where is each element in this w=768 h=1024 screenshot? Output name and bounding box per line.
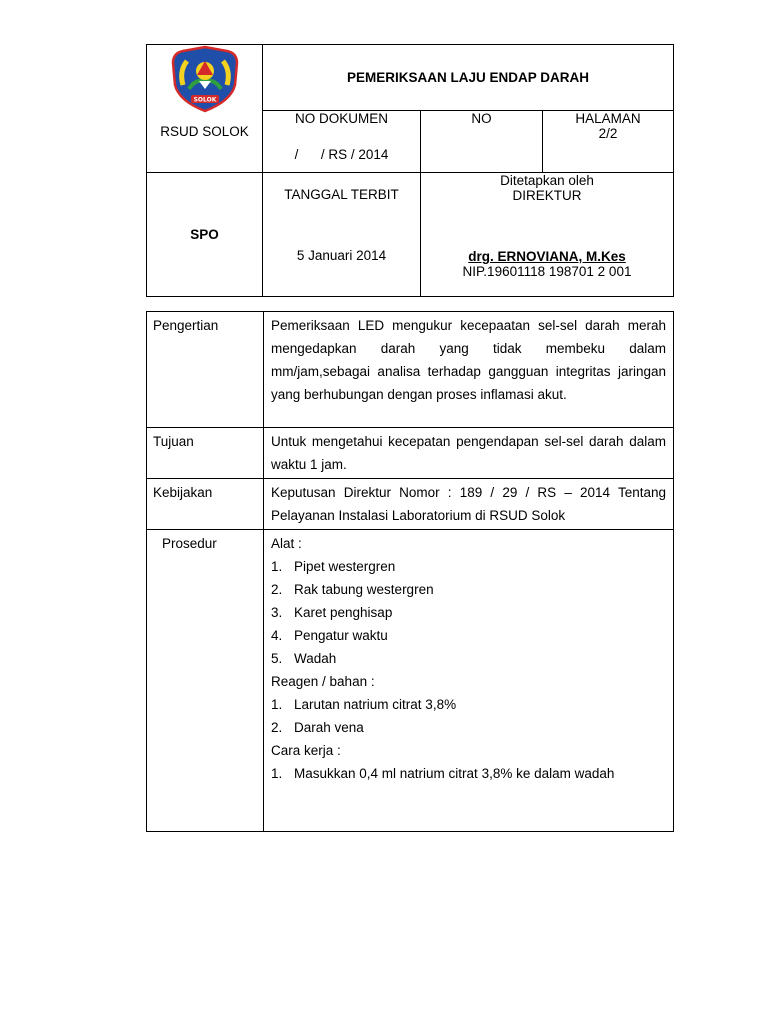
list-item: 2. Darah vena <box>271 720 364 735</box>
pengertian-label: Pengertian <box>147 312 264 428</box>
tujuan-label: Tujuan <box>147 428 264 479</box>
table-row <box>147 428 674 479</box>
alat-heading: Alat : <box>271 536 302 551</box>
list-item: 1. Pipet westergren <box>271 559 396 574</box>
table-row <box>147 479 674 530</box>
kebijakan-label: Kebijakan <box>147 479 264 530</box>
list-item: 4. Pengatur waktu <box>271 628 388 643</box>
halaman-cell <box>543 111 674 173</box>
spo-label: SPO <box>190 227 219 242</box>
tanggal-value: 5 Januari 2014 <box>296 248 387 263</box>
document-title: PEMERIKSAAN LAJU ENDAP DARAH <box>263 45 674 111</box>
list-item: 1. Masukkan 0,4 ml natrium citrat 3,8% ke dalam wadah <box>271 766 615 781</box>
document-header <box>146 44 674 297</box>
kebijakan-text: Keputusan Direktur Nomor : 189 / 29 / RS – 2014 Tentang Pelayanan Instalasi Laboratorium di RSUD Solok <box>264 479 674 530</box>
reagen-heading: Reagen / bahan : <box>271 674 375 689</box>
table-row <box>147 530 674 832</box>
list-item: 5. Wadah <box>271 651 337 666</box>
no-cell <box>421 111 543 173</box>
list-item: 1. Larutan natrium citrat 3,8% <box>271 697 457 712</box>
tanggal-cell <box>263 173 421 297</box>
hospital-logo <box>169 45 241 115</box>
svg-text:SOLOK: SOLOK <box>193 96 217 104</box>
no-dokumen-value: / / RS / 2014 <box>294 147 389 162</box>
ditetapkan-cell <box>421 173 674 297</box>
procedure-table <box>146 311 674 832</box>
spo-cell <box>147 173 263 297</box>
pengertian-text: Pemeriksaan LED mengukur kecepaatan sel-sel darah merah mengedapkan darah yang tidak membeku dalam mm/jam,sebagai analisa terhadap gangguan integritas jaringan yang berhubungan dengan proses inflamasi akut. <box>264 312 674 428</box>
prosedur-label: Prosedur <box>147 530 264 832</box>
direktur-label: DIREKTUR <box>512 188 582 203</box>
prosedur-content <box>264 530 674 832</box>
no-dokumen-label: NO DOKUMEN <box>294 111 388 126</box>
hospital-name: RSUD SOLOK <box>160 124 249 139</box>
signer-name: drg. ERNOVIANA, M.Kes <box>468 249 626 264</box>
no-label: NO <box>471 111 492 126</box>
hospital-logo-cell <box>147 45 263 173</box>
alat-list <box>271 555 666 670</box>
cara-list <box>271 762 666 785</box>
cara-heading: Cara kerja : <box>271 743 341 758</box>
halaman-label: HALAMAN <box>575 111 641 126</box>
reagen-list <box>271 693 666 739</box>
tujuan-text: Untuk mengetahui kecepatan pengendapan sel-sel darah dalam waktu 1 jam. <box>264 428 674 479</box>
tanggal-label: TANGGAL TERBIT <box>284 187 399 202</box>
table-row <box>147 312 674 428</box>
list-item: 2. Rak tabung westergren <box>271 582 434 597</box>
list-item: 3. Karet penghisap <box>271 605 393 620</box>
ditetapkan-label: Ditetapkan oleh <box>500 173 594 188</box>
signer-nip: NIP.19601118 198701 2 001 <box>462 264 632 279</box>
no-dokumen-cell <box>263 111 421 173</box>
halaman-value: 2/2 <box>598 126 618 141</box>
